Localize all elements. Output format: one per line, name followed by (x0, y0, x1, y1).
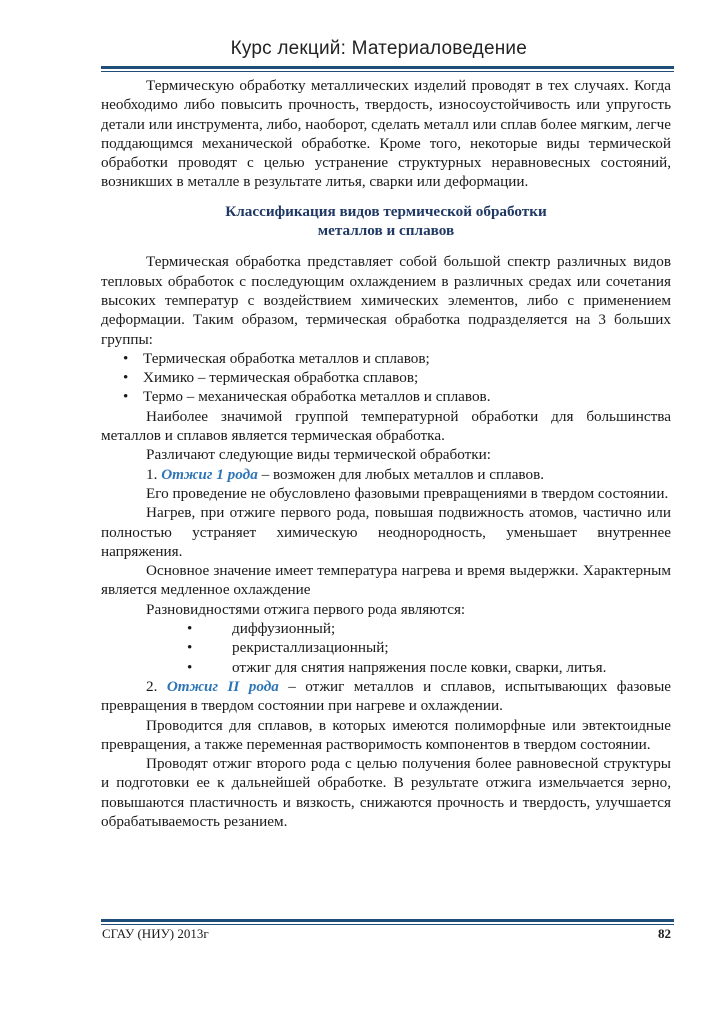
classification-paragraph: Термическая обработка представляет собой большой спектр различных видов тепловых обработок с последующим охлаждением в различных средах или сочетания высоких температур с воздействием химических элементов, либо с применением деформации. Таким образом, термическая обработка подразделяется на 3 больших группы: (101, 253, 671, 348)
annealing-2-paragraph-a: Проводится для сплавов, в которых имеются полиморфные или эвтектоидные превращения, а также переменная растворимость компонентов в твердом состоянии. (101, 716, 671, 753)
annealing-2-paragraph-b: Проводят отжиг второго рода с целью получения более равновесной структуры и подготовки ее к дальнейшей обработке. В результате отжига измельчается зерно, повышаются пластичность и вязкость, снижаются прочность и твердость, улучшается обрабатываемость резанием. (101, 755, 671, 830)
list-item: • Химико – термическая обработка сплавов; (101, 368, 671, 387)
section-heading-line-1: Классификация видов термической обработки (225, 202, 547, 220)
item-2-text: – отжиг металлов и сплавов, испытывающих фазовые превращения в твердом состоянии при нагреве и охлаждении. (101, 677, 672, 715)
section-heading-line-2: металлов и сплавов (317, 222, 455, 240)
section-heading (101, 202, 671, 241)
item-2-term: Отжиг II рода (166, 677, 279, 695)
item-1-paragraph (101, 465, 671, 484)
significance-paragraph: Наиболее значимой группой температурной обработки для большинства металлов и сплавов является термическая обработка. (101, 407, 671, 445)
list-item: • рекристаллизационный; (101, 638, 671, 657)
annealing-1-paragraph-a: Его проведение не обусловлено фазовыми превращениями в твердом состоянии. (146, 484, 669, 502)
kinds-intro-paragraph: Разновидностями отжига первого рода являются: (146, 600, 466, 618)
item-1-text: – возможен для любых металлов и сплавов. (257, 465, 545, 483)
list-item: • диффузионный; (101, 619, 671, 638)
item-1-number: 1. (146, 465, 158, 483)
list-item: • отжиг для снятия напряжения после ковки, сварки, литья. (101, 658, 671, 677)
page-header-title: Курс лекций: Материаловедение (230, 38, 527, 59)
footer-institution: СГАУ (НИУ) 2013г (102, 926, 209, 941)
list-item: • Термическая обработка металлов и сплавов; (101, 349, 671, 368)
item-2-number: 2. (146, 677, 158, 695)
groups-list (101, 349, 671, 407)
types-intro-paragraph: Различают следующие виды термической обработки: (146, 446, 492, 464)
page-body (101, 76, 671, 831)
annealing-1-paragraph-c: Основное значение имеет температура нагрева и время выдержки. Характерным является медленное охлаждение (101, 562, 671, 599)
header-rule (101, 66, 674, 72)
list-item: • Термо – механическая обработка металлов и сплавов. (101, 387, 671, 406)
item-2-paragraph (101, 677, 671, 716)
item-1-term: Отжиг 1 рода (161, 465, 258, 483)
annealing-1-paragraph-b: Нагрев, при отжиге первого рода, повышая подвижность атомов, частично или полностью устраняет химическую неоднородность, уменьшает внутреннее напряжения. (101, 504, 671, 560)
page-number: 82 (658, 926, 671, 941)
kinds-list (101, 619, 671, 677)
intro-paragraph: Термическую обработку металлических изделий проводят в тех случаях. Когда необходимо либо повысить прочность, твердость, износоустойчивость или упругость детали или инструмента, либо, наоборот, сделать металл или сплав более мягким, легче поддающимся механической обработке. Кроме того, некоторые виды термической обработки проводят с целью устранение структурных неравновесных состояний, возникших в металле в результате литья, сварки или деформации. (101, 77, 671, 191)
footer-rule (101, 919, 674, 925)
